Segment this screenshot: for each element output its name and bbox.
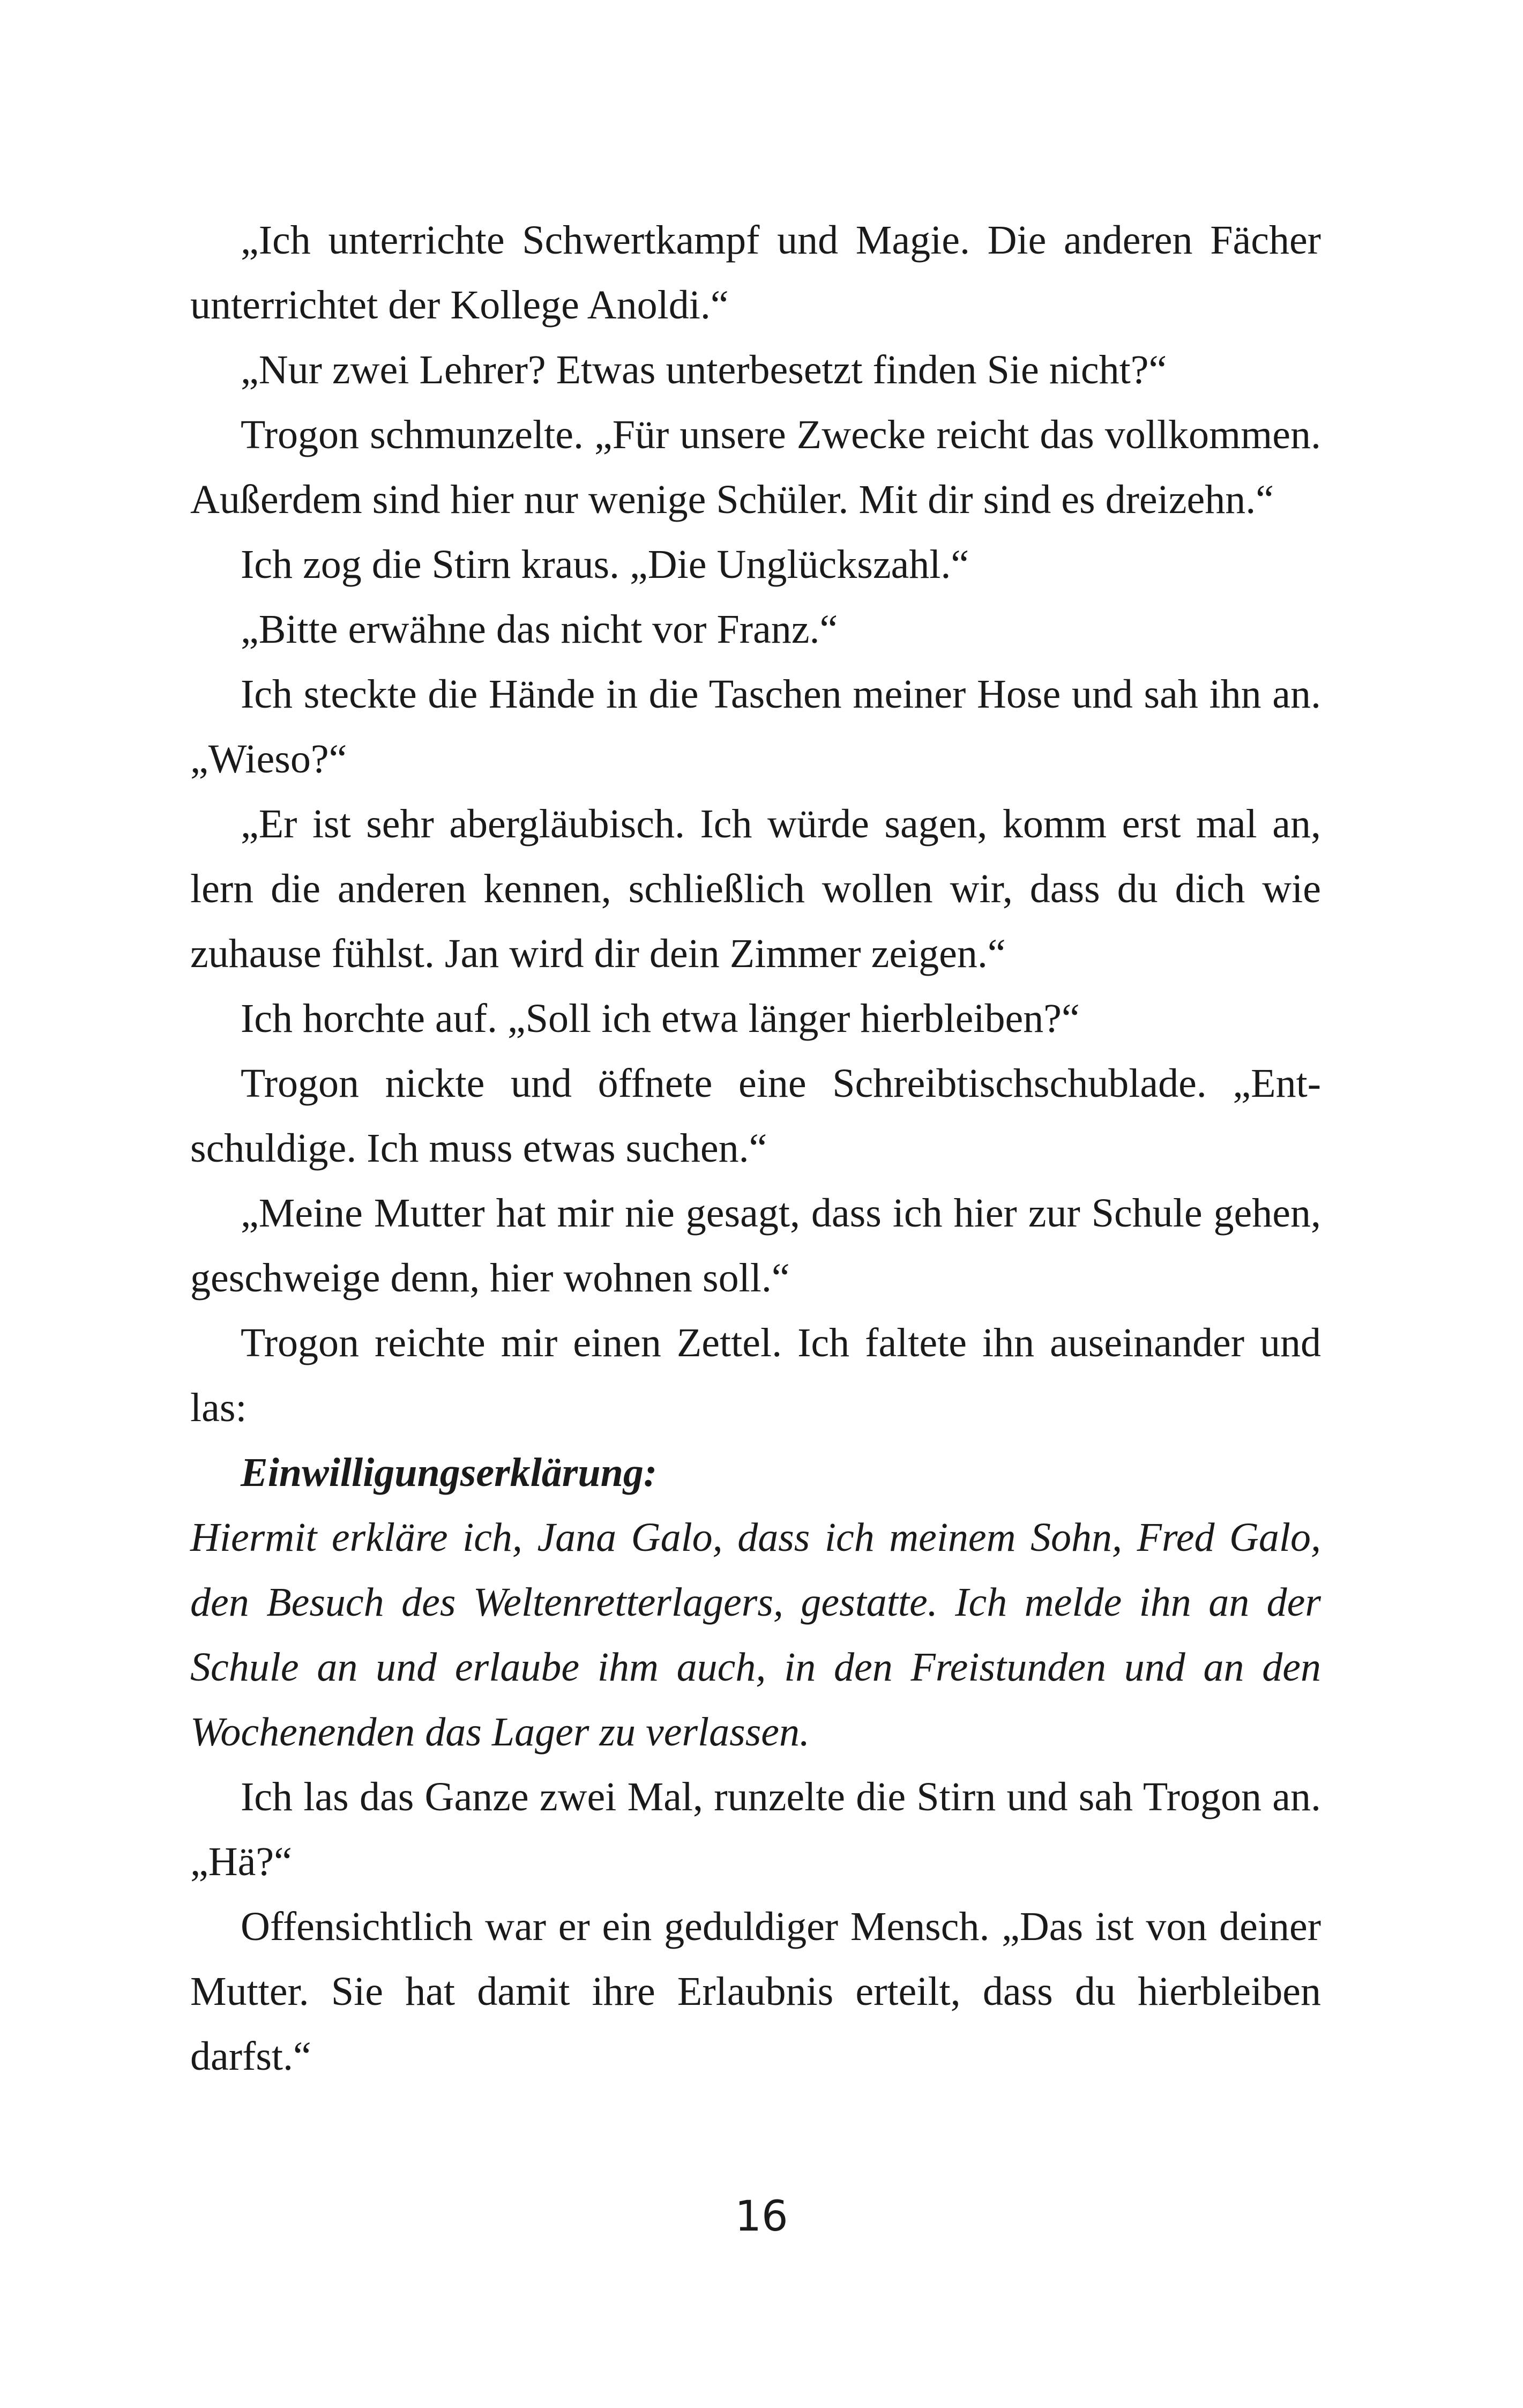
paragraph: Ich steckte die Hände in die Taschen meiner Hose und sah ihn an. „Wieso?“ bbox=[190, 672, 1321, 782]
paragraph: Ich horchte auf. „Soll ich etwa länger hierbleiben?“ bbox=[241, 996, 1080, 1041]
letter-body: Hiermit erkläre ich, Jana Galo, dass ich meinem Sohn, Fred Galo, den Besuch des Weltenretterlagers, gestatte. Ich melde ihn an der Schule an und erlaube ihm auch, in den Freistunden und an den Wochenenden das Lager zu verlassen. bbox=[190, 1515, 1321, 1755]
paragraph: „Er ist sehr abergläubisch. Ich würde sagen, komm erst mal an, lern die anderen kennen, schließlich wollen wir, dass du dich wie zuhause fühlst. Jan wird dir dein Zimmer zeigen.“ bbox=[190, 801, 1321, 976]
paragraph: Trogon nickte und öffnete eine Schreibtischschublade. „Entschuldige. Ich muss etwas suchen.“ bbox=[190, 1061, 1321, 1171]
paragraph: Trogon reichte mir einen Zettel. Ich faltete ihn auseinander und las: bbox=[190, 1320, 1321, 1430]
paragraph: Offensichtlich war er ein geduldiger Mensch. „Das ist von deiner Mutter. Sie hat damit ihre Erlaubnis erteilt, dass du hierbleiben darfst.“ bbox=[190, 1904, 1321, 2079]
letter-heading: Einwilligungserklärung: bbox=[241, 1450, 658, 1495]
paragraph: „Meine Mutter hat mir nie gesagt, dass ich hier zur Schule gehen, geschweige denn, hier wohnen soll.“ bbox=[190, 1191, 1321, 1300]
paragraph: „Bitte erwähne das nicht vor Franz.“ bbox=[241, 607, 838, 652]
paragraph: Ich las das Ganze zwei Mal, runzelte die Stirn und sah Trogon an. „Hä?“ bbox=[190, 1774, 1321, 1884]
paragraph: „Ich unterrichte Schwertkampf und Magie. Die anderen Fächer unterrichtet der Kollege Anoldi.“ bbox=[190, 218, 1321, 328]
paragraph: „Nur zwei Lehrer? Etwas unterbesetzt finden Sie nicht?“ bbox=[241, 347, 1167, 392]
page-number: 16 bbox=[735, 2193, 788, 2241]
paragraph: Trogon schmunzelte. „Für unsere Zwecke reicht das vollkommen. Außerdem sind hier nur wenige Schüler. Mit dir sind es dreizehn.“ bbox=[190, 412, 1321, 522]
body-text bbox=[190, 208, 1321, 2089]
paragraph: Ich zog die Stirn kraus. „Die Unglückszahl.“ bbox=[241, 542, 969, 587]
